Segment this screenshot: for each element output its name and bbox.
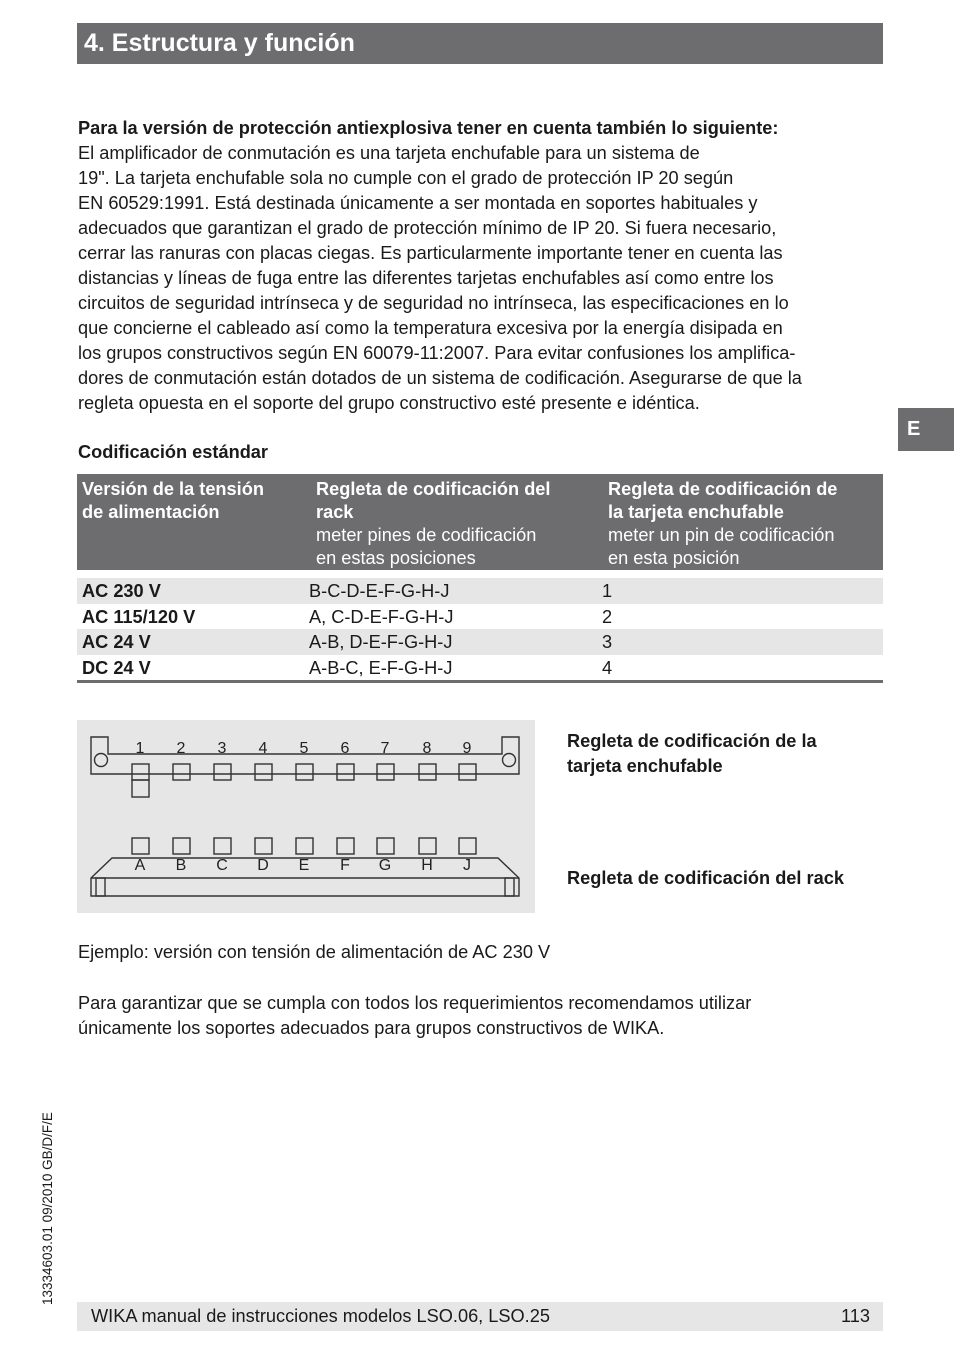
card-pin-slot [377, 764, 394, 780]
card-pin-slot [459, 764, 476, 780]
card-pin-slot [419, 764, 436, 780]
rack-position-label: F [340, 857, 350, 874]
card-position-label: 7 [380, 740, 390, 757]
table-cell-card: 4 [602, 658, 613, 679]
intro-line: cerrar las ranuras con placas ciegas. Es particularmente importante tener en cuenta las [78, 243, 783, 263]
rack-pin-slot [255, 838, 272, 854]
rack-pin-slot [296, 838, 313, 854]
intro-line: circuitos de seguridad intrínseca y de seguridad no intrínseca, las especificaciones en lo [78, 293, 789, 313]
intro-line: El amplificador de conmutación es una tarjeta enchufable para un sistema de [78, 143, 700, 163]
intro-line: que concierne el cableado así como la temperatura excesiva por la energía disipada en [78, 318, 783, 338]
recommendation-line: Para garantizar que se cumpla con todos los requerimientos recomendamos utilizar [78, 993, 752, 1013]
table-cell-rack: B-C-D-E-F-G-H-J [309, 581, 450, 601]
document-code-text: 13334603.01 09/2010 GB/D/F/E [40, 1112, 55, 1305]
card-position-label: 5 [299, 740, 309, 757]
inserted-coding-pin [132, 780, 149, 797]
table-bottom-rule [77, 680, 883, 683]
intro-body [78, 141, 888, 416]
rack-position-label: B [175, 857, 187, 874]
section-heading: 4. Estructura y función [77, 23, 883, 64]
footer-title: WIKA manual de instrucciones modelos LSO.06, LSO.25 [91, 1306, 550, 1326]
rack-pin-slot [214, 838, 231, 854]
column-header-title: Regleta de codificación de [608, 479, 838, 499]
card-strip-caption-line: Regleta de codificación de la [567, 731, 817, 751]
rack-position-label: E [298, 857, 310, 874]
intro-line: distancias y líneas de fuga entre las diferentes tarjetas enchufables así como entre los [78, 268, 774, 288]
column-header-subtitle: en estas posiciones [316, 548, 476, 568]
column-header-card [608, 478, 837, 570]
intro-paragraph [78, 116, 888, 416]
rack-pin-slot [173, 838, 190, 854]
table-cell-rack: A-B, D-E-F-G-H-J [309, 632, 453, 653]
table-row [77, 578, 883, 604]
card-position-label: 2 [176, 740, 186, 757]
rack-pin-slot [132, 838, 149, 854]
coding-heading: Codificación estándar [78, 442, 269, 462]
coding-table-header [77, 474, 883, 570]
language-tab: E [898, 408, 954, 451]
example-text: Ejemplo: versión con tensión de alimentación de AC 230 V [78, 942, 551, 962]
page-number: 113 [841, 1306, 870, 1326]
card-position-label: 6 [340, 740, 350, 757]
rack-position-label: H [421, 857, 433, 874]
table-cell-version: AC 24 V [82, 632, 151, 653]
intro-lead-bold: Para la versión de protección antiexplosiva tener en cuenta también lo siguiente: [78, 118, 779, 138]
column-header-title: la tarjeta enchufable [608, 502, 784, 522]
card-position-label: 8 [422, 740, 432, 757]
column-header-subtitle: en esta posición [608, 548, 740, 568]
column-header-subtitle: meter pines de codificación [316, 525, 537, 545]
intro-line: EN 60529:1991. Está destinada únicamente a ser montada en soportes habituales y [78, 193, 758, 213]
rack-position-label: C [216, 857, 228, 874]
card-strip-caption-line: tarjeta enchufable [567, 756, 723, 776]
rack-pin-slot [377, 838, 394, 854]
card-strip-caption [567, 729, 887, 779]
rack-position-label: A [134, 857, 146, 874]
column-header-title: Regleta de codificación del [316, 479, 551, 499]
table-cell-version: AC 230 V [82, 581, 161, 601]
card-position-label: 3 [217, 740, 227, 757]
table-cell-rack: A-B-C, E-F-G-H-J [309, 658, 453, 679]
rack-position-label: J [463, 857, 471, 874]
card-pin-slot [255, 764, 272, 780]
intro-line: regleta opuesta en el soporte del grupo constructivo esté presente e idéntica. [78, 393, 700, 413]
page-footer [77, 1302, 883, 1331]
rack-pin-slot [419, 838, 436, 854]
table-cell-card: 3 [602, 632, 613, 653]
intro-line: 19". La tarjeta enchufable sola no cumple con el grado de protección IP 20 según [78, 168, 734, 188]
card-position-label: 9 [462, 740, 472, 757]
table-row [77, 629, 883, 655]
column-header-version [82, 478, 264, 524]
table-cell-version: DC 24 V [82, 658, 151, 679]
rack-position-label: G [378, 857, 392, 874]
intro-line: los grupos constructivos según EN 60079-11:2007. Para evitar confusiones los amplifica- [78, 343, 796, 363]
table-cell-card: 1 [602, 581, 613, 601]
card-pin-slot [214, 764, 231, 780]
card-pin-slot [337, 764, 354, 780]
document-code [40, 1073, 62, 1305]
card-position-label: 4 [258, 740, 268, 757]
recommendation-line: únicamente los soportes adecuados para grupos constructivos de WIKA. [78, 1018, 665, 1038]
coding-strip-diagram [77, 720, 535, 913]
column-header-subtitle: meter un pin de codificación [608, 525, 835, 545]
column-header-title: Versión de la tensión [82, 479, 264, 499]
table-row [77, 655, 883, 681]
rack-pin-slot [459, 838, 476, 854]
rack-pin-slot [337, 838, 354, 854]
recommendation-paragraph [78, 991, 888, 1041]
column-header-title: de alimentación [82, 502, 220, 522]
intro-line: adecuados que garantizan el grado de protección mínimo de IP 20. Si fuera necesario, [78, 218, 777, 238]
card-pin-slot [173, 764, 190, 780]
column-header-title: rack [316, 502, 354, 522]
card-position-label: 1 [135, 740, 145, 757]
table-cell-card: 2 [602, 606, 613, 627]
rack-position-label: D [257, 857, 269, 874]
table-cell-rack: A, C-D-E-F-G-H-J [309, 606, 454, 627]
column-header-rack [316, 478, 550, 570]
card-pin-slot [132, 764, 149, 780]
table-cell-version: AC 115/120 V [82, 606, 196, 627]
table-row [77, 604, 883, 630]
rack-strip-caption: Regleta de codificación del rack [567, 868, 844, 888]
intro-line: dores de conmutación están dotados de un sistema de codificación. Asegurarse de que la [78, 368, 802, 388]
card-pin-slot [296, 764, 313, 780]
